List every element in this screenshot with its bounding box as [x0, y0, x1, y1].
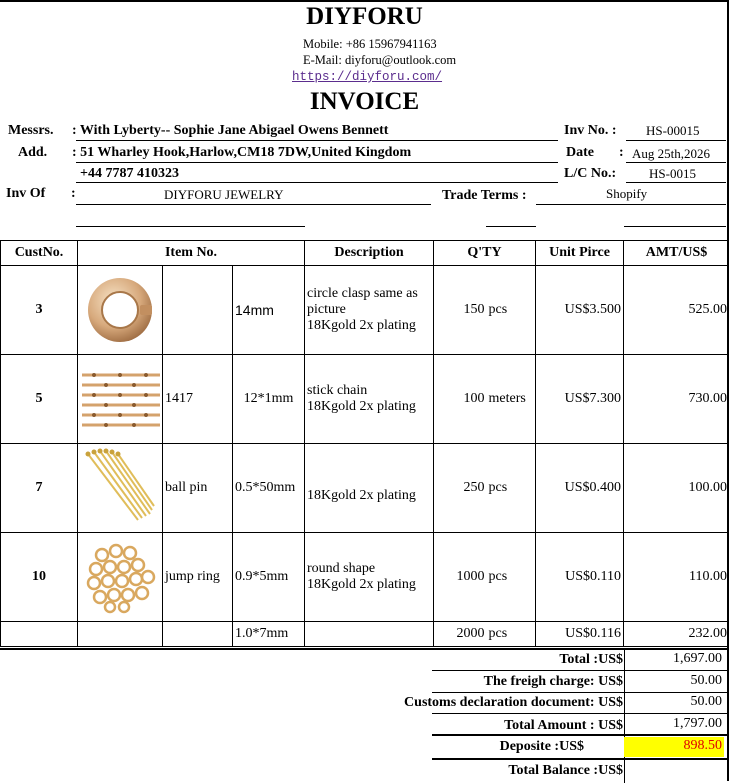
- address-value: : 51 Wharley Hook,Harlow,CM18 7DW,United Kingdom: [72, 145, 412, 160]
- invof-value: DIYFORU JEWELRY: [164, 187, 284, 202]
- item-image-cell: [78, 622, 163, 647]
- qty-value: 250: [434, 444, 487, 533]
- item-description: [305, 266, 434, 355]
- amount: 730.00: [624, 355, 729, 444]
- unit-price: US$0.116: [536, 622, 624, 647]
- company-name: DIYFORU: [306, 3, 423, 30]
- trade-underline-3: [624, 226, 726, 227]
- qty-value: 100: [434, 355, 487, 444]
- email-text: E-Mail: diyforu@outlook.com: [303, 53, 457, 67]
- messrs-underline: [76, 140, 558, 141]
- messrs-label: Messrs.: [8, 123, 54, 138]
- item-image-cell: [78, 355, 163, 444]
- desc-line: round shape: [307, 561, 376, 576]
- address-underline: [76, 162, 558, 163]
- desc-line: picture: [307, 302, 346, 317]
- amount: 232.00: [624, 622, 729, 647]
- website-link[interactable]: https://diyforu.com/: [292, 70, 443, 84]
- date-value: Aug 25th,2026: [632, 146, 710, 161]
- item-description: [305, 533, 434, 622]
- item-number: 1417: [163, 355, 233, 444]
- lc-label: L/C No.:: [564, 166, 617, 181]
- total-label: Total :US$: [559, 652, 623, 667]
- header-unit-price: Unit Pirce: [536, 241, 624, 266]
- customs-underline: [432, 713, 729, 714]
- amount: 110.00: [624, 533, 729, 622]
- qty-value: 2000: [434, 622, 487, 647]
- table-header-row: [1, 241, 729, 266]
- date-label: Date: [566, 145, 594, 160]
- item-number: [163, 622, 233, 647]
- item-number: ball pin: [163, 444, 233, 533]
- item-description: [305, 355, 434, 444]
- qty-unit: pcs: [487, 533, 536, 622]
- qty-value: 1000: [434, 533, 487, 622]
- qty-value: 150: [434, 266, 487, 355]
- item-size: 12*1mm: [233, 355, 305, 444]
- cust-no: 3: [1, 266, 78, 355]
- desc-line: 18Kgold 2x plating: [307, 577, 416, 592]
- table-row: [1, 266, 729, 355]
- trade-underline-2: [486, 226, 536, 227]
- unit-price: US$0.110: [536, 533, 624, 622]
- item-image-cell: [78, 266, 163, 355]
- date-colon: :: [619, 145, 624, 160]
- total-amount-underline: [432, 734, 729, 736]
- cust-no: 7: [1, 444, 78, 533]
- amount: 100.00: [624, 444, 729, 533]
- date-underline: [626, 162, 726, 163]
- messrs-value: : With Lyberty-- Sophie Jane Abigael Owens Bennett: [72, 123, 389, 138]
- amount: 525.00: [624, 266, 729, 355]
- total-underline: [432, 670, 729, 671]
- header-amount: AMT/US$: [624, 241, 729, 266]
- item-image-cell: [78, 533, 163, 622]
- invno-label: Inv No. :: [564, 123, 617, 138]
- deposit-value: 898.50: [683, 738, 722, 753]
- item-description: [305, 622, 434, 647]
- deposit-underline: [432, 758, 729, 760]
- header-description: Description: [305, 241, 434, 266]
- address-label: Add.: [18, 145, 48, 160]
- invno-value: HS-00015: [646, 123, 700, 138]
- desc-line: 18Kgold 2x plating: [307, 488, 416, 503]
- total-amount-value: 1,797.00: [673, 716, 722, 731]
- table-row: [1, 355, 729, 444]
- unit-price: US$0.400: [536, 444, 624, 533]
- item-size: 1.0*7mm: [233, 622, 305, 647]
- phone-underline: [76, 182, 558, 183]
- desc-line: [307, 472, 431, 488]
- header-custno: CustNo.: [1, 241, 78, 266]
- invno-underline: [626, 140, 726, 141]
- customs-value: 50.00: [690, 694, 722, 709]
- lc-underline: [626, 182, 726, 183]
- freight-underline: [432, 692, 729, 693]
- freight-label: The freigh charge: US$: [483, 674, 623, 689]
- cust-no: 10: [1, 533, 78, 622]
- lc-value: HS-0015: [649, 166, 696, 181]
- table-row: [1, 444, 729, 533]
- desc-line: 18Kgold 2x plating: [307, 318, 416, 333]
- item-size: 0.9*5mm: [233, 533, 305, 622]
- qty-unit: meters: [487, 355, 536, 444]
- freight-value: 50.00: [690, 673, 722, 688]
- invof-colon: :: [71, 186, 76, 201]
- stick-chain-image: [80, 369, 162, 429]
- mobile-text: Mobile: +86 15967941163: [303, 37, 437, 51]
- header-itemno: Item No.: [78, 241, 305, 266]
- items-table: [0, 240, 729, 647]
- ball-pin-image: [80, 448, 160, 528]
- unit-price: US$7.300: [536, 355, 624, 444]
- deposit-label: Deposite :US$: [499, 739, 584, 754]
- desc-line: 18Kgold 2x plating: [307, 399, 416, 414]
- invof-label: Inv Of: [6, 186, 46, 201]
- phone-value: +44 7787 410323: [80, 166, 179, 181]
- trade-terms-label: Trade Terms :: [442, 188, 527, 203]
- item-description: [305, 444, 434, 533]
- item-number: jump ring: [163, 533, 233, 622]
- item-size: 0.5*50mm: [233, 444, 305, 533]
- desc-line: circle clasp same as: [307, 286, 418, 301]
- round-clasp-image: [80, 267, 160, 353]
- qty-unit: pcs: [487, 444, 536, 533]
- unit-price: US$3.500: [536, 266, 624, 355]
- jump-ring-image: [82, 539, 158, 615]
- qty-unit: pcs: [487, 622, 536, 647]
- item-number: [163, 266, 233, 355]
- item-size: 14mm: [233, 266, 305, 355]
- balance-label: Total Balance :US$: [508, 763, 623, 778]
- desc-line: stick chain: [307, 383, 368, 398]
- cust-no: 5: [1, 355, 78, 444]
- cust-no: [1, 622, 78, 647]
- invof-underline: [76, 204, 431, 205]
- table-row: [1, 533, 729, 622]
- trade-terms-value: Shopify: [606, 186, 648, 201]
- customs-label: Customs declaration document: US$: [404, 695, 623, 710]
- qty-unit: pcs: [487, 266, 536, 355]
- table-row: [1, 622, 729, 647]
- item-image-cell: [78, 444, 163, 533]
- invoice-title: INVOICE: [309, 88, 420, 115]
- invof-underline-2: [76, 226, 305, 227]
- totals-top-border: [0, 648, 729, 650]
- trade-underline: [536, 204, 726, 205]
- total-value: 1,697.00: [673, 651, 722, 666]
- total-amount-label: Total Amount : US$: [504, 718, 623, 733]
- header-qty: Q'TY: [434, 241, 536, 266]
